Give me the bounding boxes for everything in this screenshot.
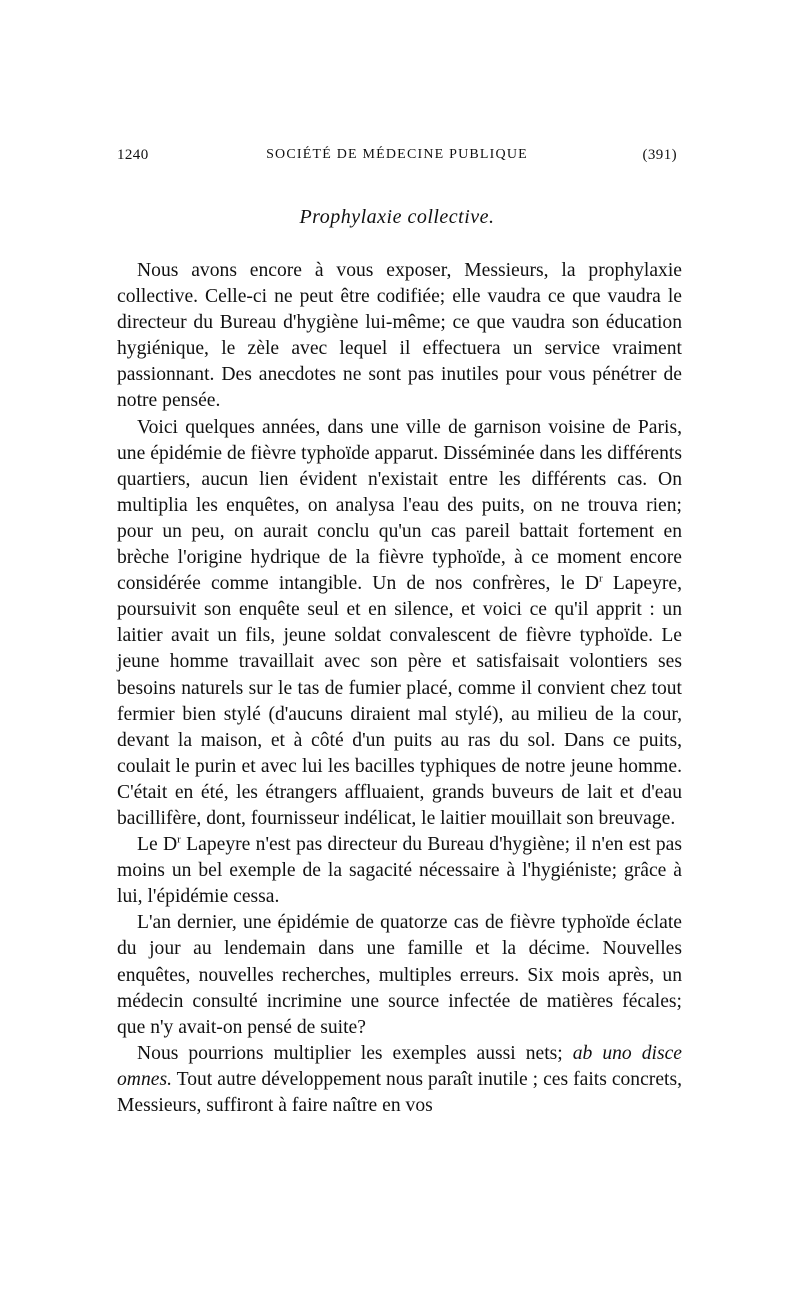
doctor-superscript: r xyxy=(599,572,603,585)
paragraph-4: L'an dernier, une épidémie de quatorze cas de fièvre typhoïde éclate du jour au lendemain dans une famille et la décime. Nouvelles enquêtes, nouvelles recherches, multiples erreurs. Six mois après, un médecin consulté incrimine une source infectée de matières fécales; que n'y avait-on pensé de suite? xyxy=(117,912,682,1038)
paragraph-5 xyxy=(117,1041,682,1119)
paragraph-5-part-2: Tout autre développement nous paraît inutile ; ces faits concrets, Messieurs, suffiront à faire naître en vos xyxy=(117,1068,682,1116)
paragraph-2-part-2: Lapeyre, poursuivit son enquête seul et en silence, et voici ce qu'il apprit : un laitier avait un fils, jeune soldat convalescent de fièvre typhoïde. Le jeune homme travaillait avec son père et satisfaisait volontiers ses besoins naturels sur le tas de fumier placé, comme il convient chez tout fermier bien stylé (d'aucuns diraient mal stylé), au milieu de la cour, devant la maison, et à côté d'un puits au ras du sol. Dans ce puits, coulait le purin et avec lui les bacilles typhiques de notre jeune homme. C'était en été, les étrangers affluaient, grands buveurs de lait et d'eau bacillifère, dont, fournisseur indélicat, le laitier mouillait son breuvage. xyxy=(117,573,682,829)
paragraph-2-part-1: Voici quelques années, dans une ville de garnison voisine de Paris, une épidémie de fièvre typhoïde apparut. Disséminée dans les différents quartiers, aucun lien évident n'existait entre les différents cas. On multiplia les enquêtes, on analysa l'eau des puits, on ne trouva rien; pour un peu, on aurait conclu qu'un cas pareil battait fortement en brèche l'origine hydrique de la fièvre typhoïde, à ce moment encore considérée comme intangible. Un de nos confrères, le D xyxy=(117,416,682,595)
running-head xyxy=(117,147,677,171)
doctor-superscript: r xyxy=(177,833,181,846)
paragraph-3-part-2: Lapeyre n'est pas directeur du Bureau d'hygiène; il n'en est pas moins un bel exemple de la sagacité nécessaire à l'hygiéniste; grâce à lui, l'épidémie cessa. xyxy=(117,834,682,908)
page-number: 1240 xyxy=(117,147,149,163)
latin-phrase: ab uno disce omnes. xyxy=(117,1042,682,1090)
paragraph-3 xyxy=(117,832,682,910)
paragraph-1: Nous avons encore à vous exposer, Messieurs, la prophylaxie collective. Celle-ci ne peut être codifiée; elle vaudra ce que vaudra le directeur du Bureau d'hygiène lui-même; ce que vaudra son éducation hygiénique, le zèle avec lequel il effectuera un service vraiment passionnant. Des anecdotes ne sont pas inutiles pour vous pénétrer de notre pensée. xyxy=(117,260,682,412)
body-text xyxy=(117,258,682,1119)
paragraph-5-part-1: Nous pourrions multiplier les exemples aussi nets; xyxy=(137,1042,573,1064)
paragraph-2 xyxy=(117,415,682,833)
secondary-page-number: (391) xyxy=(642,147,677,163)
paragraph-3-part-1: Le D xyxy=(137,834,178,856)
journal-title: SOCIÉTÉ DE MÉDECINE PUBLIQUE xyxy=(266,147,528,162)
section-title: Prophylaxie collective. xyxy=(299,206,495,228)
